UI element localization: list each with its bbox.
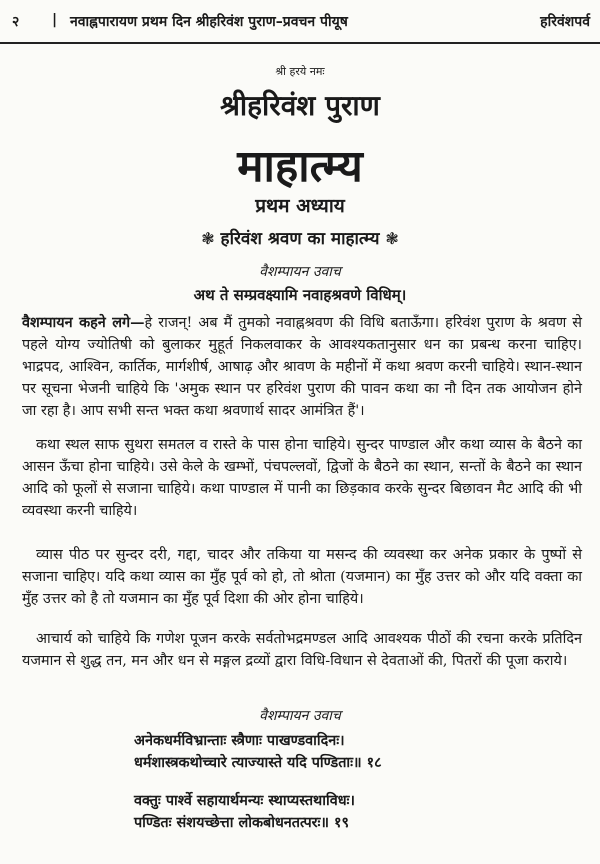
section-running-title: हरिवंशपर्व xyxy=(540,14,590,30)
section-title: हरिवंश श्रवण का माहात्म्य xyxy=(220,229,380,249)
shloka-line: वक्तुः पार्श्वे सहायार्थमन्यः स्थाप्यस्तथाविधः। xyxy=(134,792,355,809)
flower-ornament-icon: ❃ xyxy=(385,229,399,248)
speaker-label: वैशम्पायन उवाच xyxy=(259,264,341,280)
opening-verse: अथ ते सम्प्रवक्ष्यामि नवाहश्रवणे विधिम्। xyxy=(193,286,407,304)
paragraph-4: आचार्य को चाहिये कि गणेश पूजन करके सर्वतोभद्रमण्डल आदि आवश्यक पीठों की रचना करके प्रतिदिन यजमान से शुद्ध तन, मन और धन से मङ्गल द्रव्यों द्वारा विधि-विधान से देवताओं की, पितरों की पूजा कराये। xyxy=(22,631,582,669)
paragraph-lead: वैशम्पायन कहने लगे— xyxy=(22,314,145,331)
shloka-line: पण्डितः संशयच्छेत्ता लोकबोधनतत्परः॥ १९ xyxy=(134,814,350,831)
running-title: नवाह्नपारायण प्रथम दिन श्रीहरिवंश पुराण–प्रवचन पीयूष xyxy=(70,14,348,30)
paragraph-1 xyxy=(22,312,582,422)
chapter-heading: प्रथम अध्याय xyxy=(255,195,345,217)
page-number: २ xyxy=(12,14,20,30)
speaker-label-2: वैशम्पायन उवाच xyxy=(259,708,341,724)
title-line-2: माहात्म्य xyxy=(237,141,363,192)
paragraph-3: व्यास पीठ पर सुन्दर दरी, गद्दा, चादर और तकिया या मसन्द की व्यवस्था कर अनेक प्रकार के पुष्पों से सजाना चाहिए। यदि कथा व्यास का मुँह पूर्व को हो, तो श्रोता (यजमान) का मुँह उत्तर को और यदि वक्ता का मुँह उत्तर को है तो यजमान का मुँह पूर्व दिशा की ओर होना चाहिये। xyxy=(22,547,582,607)
invocation: श्री हरये नमः xyxy=(275,65,325,78)
paragraph-2: कथा स्थल साफ सुथरा समतल व रास्ते के पास होना चाहिये। सुन्दर पाण्डाल और कथा व्यास के बैठने का आसन ऊँचा होना चाहिये। उसे केले के खम्भों, पंचपल्लवों, द्विजों के बैठने का स्थान, सन्तों के बैठने का स्थान आदि को फूलों से सजाना चाहिये। कथा पाण्डाल में पानी का छिड़काव करके सुन्दर बिछावन मैट आदि की भी व्यवस्था करनी चाहिये। xyxy=(22,437,582,519)
title-line-1: श्रीहरिवंश पुराण xyxy=(220,89,380,122)
header-separator: | xyxy=(52,12,58,28)
shloka-line: अनेकधर्मविभ्रान्ताः स्त्रैणाः पाखण्डवादिनः। xyxy=(134,732,345,749)
shloka-18 xyxy=(134,730,574,774)
paragraph-text: हे राजन्! अब मैं तुमको नवाह्नश्रवण की विधि बताऊँगा। हरिवंश पुराण के श्रवण से पहले योग्य ज्योतिषी को बुलाकर मुहूर्त निकलवाकर के आवश्यकतानुसार धन का प्रबन्ध करना चाहिए। भाद्रपद, आश्विन, कार्तिक, मार्गशीर्ष, आषाढ़ और श्रावण के महीनों में कथा श्रवण करनी चाहिये। स्थान-स्थान पर सूचना भेजनी चाहिये कि 'अमुक स्थान पर हरिवंश पुराण की पावन कथा का नौ दिन तक आयोजन होने जा रहा है। आप सभी सन्त भक्त कथा श्रवणार्थ सादर आमंत्रित हैं'। xyxy=(22,315,583,419)
shloka-19 xyxy=(134,790,574,834)
section-heading xyxy=(0,226,600,249)
shloka-line: धर्मशास्त्रकथोच्चारे त्याज्यास्ते यदि पण्डिताः॥ १८ xyxy=(134,754,382,771)
flower-ornament-icon: ❃ xyxy=(201,229,215,248)
page-header xyxy=(0,0,600,44)
